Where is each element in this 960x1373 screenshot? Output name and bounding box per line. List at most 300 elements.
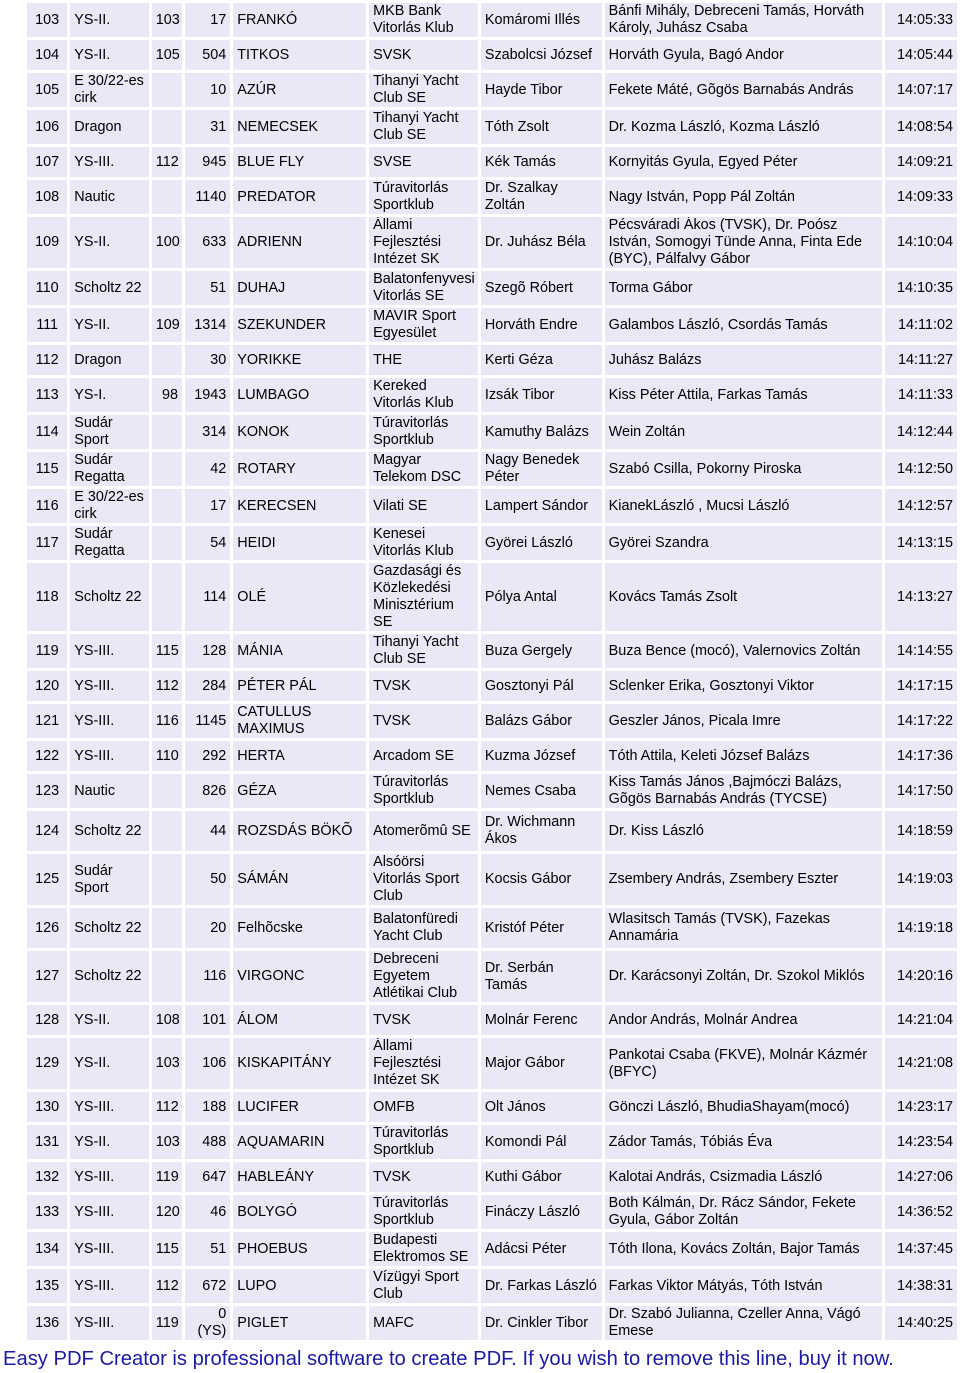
- club-cell: Alsóörsi Vitorlás Sport Club: [369, 854, 478, 905]
- crew-cell: Buza Bence (mocó), Valernovics Zoltán: [605, 634, 883, 668]
- finish-time-cell: 14:13:15: [885, 526, 957, 560]
- club-cell: TVSK: [369, 1005, 478, 1035]
- position-cell: 111: [27, 308, 67, 342]
- table-row: [27, 217, 957, 268]
- sail-number-cell: 504: [185, 40, 230, 70]
- yardstick-cell: [152, 526, 182, 560]
- finish-time-cell: 14:17:36: [885, 741, 957, 771]
- club-cell: Túravitorlás Sportklub: [369, 180, 478, 214]
- sail-number-cell: 826: [185, 774, 230, 808]
- yardstick-cell: 112: [152, 671, 182, 701]
- sail-number-cell: 314: [185, 415, 230, 449]
- skipper-cell: Olt János: [481, 1092, 602, 1122]
- club-cell: TVSK: [369, 1162, 478, 1192]
- boat-name-cell: HERTA: [233, 741, 366, 771]
- class-cell: YS-III.: [70, 634, 149, 668]
- finish-time-cell: 14:11:33: [885, 378, 957, 412]
- table-row: [27, 671, 957, 701]
- class-cell: Scholtz 22: [70, 908, 149, 948]
- skipper-cell: Buza Gergely: [481, 634, 602, 668]
- position-cell: 127: [27, 951, 67, 1002]
- table-row: [27, 1125, 957, 1159]
- crew-cell: Torma Gábor: [605, 271, 883, 305]
- position-cell: 134: [27, 1232, 67, 1266]
- table-row: [27, 271, 957, 305]
- finish-time-cell: 14:23:54: [885, 1125, 957, 1159]
- club-cell: TVSK: [369, 671, 478, 701]
- sail-number-cell: 10: [185, 73, 230, 107]
- finish-time-cell: 14:08:54: [885, 110, 957, 144]
- skipper-cell: Tóth Zsolt: [481, 110, 602, 144]
- boat-name-cell: ÁLOM: [233, 1005, 366, 1035]
- boat-name-cell: Felhõcske: [233, 908, 366, 948]
- sail-number-cell: 17: [185, 3, 230, 37]
- skipper-cell: Fináczy László: [481, 1195, 602, 1229]
- class-cell: Sudár Sport: [70, 854, 149, 905]
- sail-number-cell: 284: [185, 671, 230, 701]
- skipper-cell: Kristóf Péter: [481, 908, 602, 948]
- finish-time-cell: 14:11:27: [885, 345, 957, 375]
- class-cell: Scholtz 22: [70, 271, 149, 305]
- crew-cell: Tóth Ilona, Kovács Zoltán, Bajor Tamás: [605, 1232, 883, 1266]
- table-row: [27, 40, 957, 70]
- boat-name-cell: DUHAJ: [233, 271, 366, 305]
- finish-time-cell: 14:20:16: [885, 951, 957, 1002]
- crew-cell: Fekete Máté, Gõgös Barnabás András: [605, 73, 883, 107]
- class-cell: YS-III.: [70, 1195, 149, 1229]
- class-cell: YS-II.: [70, 1005, 149, 1035]
- crew-cell: Juhász Balázs: [605, 345, 883, 375]
- boat-name-cell: FRANKÓ: [233, 3, 366, 37]
- class-cell: E 30/22-es cirk: [70, 489, 149, 523]
- crew-cell: Kiss Tamás János ,Bajmóczi Balázs, Gõgös Barnabás András (TYCSE): [605, 774, 883, 808]
- yardstick-cell: [152, 908, 182, 948]
- class-cell: Nautic: [70, 774, 149, 808]
- crew-cell: Zádor Tamás, Tóbiás Éva: [605, 1125, 883, 1159]
- table-row: [27, 415, 957, 449]
- class-cell: YS-II.: [70, 3, 149, 37]
- table-row: [27, 147, 957, 177]
- skipper-cell: Szegõ Róbert: [481, 271, 602, 305]
- position-cell: 133: [27, 1195, 67, 1229]
- class-cell: YS-III.: [70, 147, 149, 177]
- yardstick-cell: [152, 854, 182, 905]
- yardstick-cell: 115: [152, 634, 182, 668]
- position-cell: 117: [27, 526, 67, 560]
- yardstick-cell: [152, 563, 182, 631]
- club-cell: OMFB: [369, 1092, 478, 1122]
- skipper-cell: Izsák Tibor: [481, 378, 602, 412]
- class-cell: Scholtz 22: [70, 563, 149, 631]
- position-cell: 123: [27, 774, 67, 808]
- class-cell: YS-III.: [70, 1092, 149, 1122]
- crew-cell: Kornyitás Gyula, Egyed Péter: [605, 147, 883, 177]
- finish-time-cell: 14:12:57: [885, 489, 957, 523]
- position-cell: 115: [27, 452, 67, 486]
- position-cell: 107: [27, 147, 67, 177]
- position-cell: 120: [27, 671, 67, 701]
- skipper-cell: Pólya Antal: [481, 563, 602, 631]
- crew-cell: Dr. Szabó Julianna, Czeller Anna, Vágó Emese: [605, 1306, 883, 1340]
- boat-name-cell: KONOK: [233, 415, 366, 449]
- sail-number-cell: 106: [185, 1038, 230, 1089]
- class-cell: YS-II.: [70, 1038, 149, 1089]
- club-cell: THE: [369, 345, 478, 375]
- table-row: [27, 1038, 957, 1089]
- crew-cell: Wein Zoltán: [605, 415, 883, 449]
- class-cell: YS-II.: [70, 40, 149, 70]
- sail-number-cell: 114: [185, 563, 230, 631]
- crew-cell: Sclenker Erika, Gosztonyi Viktor: [605, 671, 883, 701]
- crew-cell: Tóth Attila, Keleti József Balázs: [605, 741, 883, 771]
- skipper-cell: Dr. Farkas László: [481, 1269, 602, 1303]
- boat-name-cell: GÉZA: [233, 774, 366, 808]
- class-cell: YS-III.: [70, 1269, 149, 1303]
- yardstick-cell: [152, 489, 182, 523]
- skipper-cell: Adácsi Péter: [481, 1232, 602, 1266]
- table-row: [27, 741, 957, 771]
- sail-number-cell: 647: [185, 1162, 230, 1192]
- club-cell: TVSK: [369, 704, 478, 738]
- position-cell: 129: [27, 1038, 67, 1089]
- yardstick-cell: 115: [152, 1232, 182, 1266]
- position-cell: 126: [27, 908, 67, 948]
- club-cell: SVSE: [369, 147, 478, 177]
- boat-name-cell: MÁNIA: [233, 634, 366, 668]
- club-cell: Debreceni Egyetem Atlétikai Club: [369, 951, 478, 1002]
- club-cell: Túravitorlás Sportklub: [369, 1125, 478, 1159]
- club-cell: Balatonfüredi Yacht Club: [369, 908, 478, 948]
- club-cell: MKB Bank Vitorlás Klub: [369, 3, 478, 37]
- club-cell: Kereked Vitorlás Klub: [369, 378, 478, 412]
- yardstick-cell: 100: [152, 217, 182, 268]
- skipper-cell: Kamuthy Balázs: [481, 415, 602, 449]
- class-cell: YS-III.: [70, 741, 149, 771]
- yardstick-cell: 109: [152, 308, 182, 342]
- position-cell: 118: [27, 563, 67, 631]
- position-cell: 109: [27, 217, 67, 268]
- class-cell: YS-III.: [70, 671, 149, 701]
- yardstick-cell: [152, 452, 182, 486]
- club-cell: Állami Fejlesztési Intézet SK: [369, 1038, 478, 1089]
- finish-time-cell: 14:21:08: [885, 1038, 957, 1089]
- table-row: [27, 908, 957, 948]
- sail-number-cell: 20: [185, 908, 230, 948]
- club-cell: Budapesti Elektromos SE: [369, 1232, 478, 1266]
- boat-name-cell: SÁMÁN: [233, 854, 366, 905]
- table-row: [27, 1195, 957, 1229]
- boat-name-cell: LUMBAGO: [233, 378, 366, 412]
- position-cell: 116: [27, 489, 67, 523]
- table-row: [27, 526, 957, 560]
- yardstick-cell: 103: [152, 1125, 182, 1159]
- yardstick-cell: [152, 951, 182, 1002]
- position-cell: 114: [27, 415, 67, 449]
- boat-name-cell: ADRIENN: [233, 217, 366, 268]
- position-cell: 104: [27, 40, 67, 70]
- boat-name-cell: HEIDI: [233, 526, 366, 560]
- sail-number-cell: 188: [185, 1092, 230, 1122]
- class-cell: Scholtz 22: [70, 811, 149, 851]
- sail-number-cell: 1314: [185, 308, 230, 342]
- yardstick-cell: 98: [152, 378, 182, 412]
- table-row: [27, 1232, 957, 1266]
- class-cell: Dragon: [70, 345, 149, 375]
- finish-time-cell: 14:23:17: [885, 1092, 957, 1122]
- finish-time-cell: 14:37:45: [885, 1232, 957, 1266]
- skipper-cell: Kocsis Gábor: [481, 854, 602, 905]
- class-cell: Dragon: [70, 110, 149, 144]
- boat-name-cell: ROTARY: [233, 452, 366, 486]
- crew-cell: Galambos László, Csordás Tamás: [605, 308, 883, 342]
- finish-time-cell: 14:40:25: [885, 1306, 957, 1340]
- finish-time-cell: 14:18:59: [885, 811, 957, 851]
- sail-number-cell: 31: [185, 110, 230, 144]
- crew-cell: Geszler János, Picala Imre: [605, 704, 883, 738]
- yardstick-cell: 116: [152, 704, 182, 738]
- yardstick-cell: 103: [152, 3, 182, 37]
- crew-cell: Both Kálmán, Dr. Rácz Sándor, Fekete Gyula, Gábor Zoltán: [605, 1195, 883, 1229]
- position-cell: 119: [27, 634, 67, 668]
- finish-time-cell: 14:17:50: [885, 774, 957, 808]
- sail-number-cell: 116: [185, 951, 230, 1002]
- class-cell: Nautic: [70, 180, 149, 214]
- club-cell: Balatonfenyvesi Vitorlás SE: [369, 271, 478, 305]
- position-cell: 132: [27, 1162, 67, 1192]
- position-cell: 106: [27, 110, 67, 144]
- club-cell: Arcadom SE: [369, 741, 478, 771]
- skipper-cell: Dr. Cinkler Tibor: [481, 1306, 602, 1340]
- table-row: [27, 180, 957, 214]
- table-row: [27, 452, 957, 486]
- table-row: [27, 951, 957, 1002]
- skipper-cell: Szabolcsi József: [481, 40, 602, 70]
- boat-name-cell: KISKAPITÁNY: [233, 1038, 366, 1089]
- crew-cell: KianekLászló , Mucsi László: [605, 489, 883, 523]
- crew-cell: Nagy István, Popp Pál Zoltán: [605, 180, 883, 214]
- club-cell: Vízügyi Sport Club: [369, 1269, 478, 1303]
- finish-time-cell: 14:38:31: [885, 1269, 957, 1303]
- crew-cell: Pécsváradi Ákos (TVSK), Dr. Poósz István, Somogyi Tünde Anna, Finta Ede (BYC), Pálfalvy Gábor: [605, 217, 883, 268]
- skipper-cell: Molnár Ferenc: [481, 1005, 602, 1035]
- position-cell: 124: [27, 811, 67, 851]
- crew-cell: Dr. Kozma László, Kozma László: [605, 110, 883, 144]
- club-cell: SVSK: [369, 40, 478, 70]
- boat-name-cell: LUCIFER: [233, 1092, 366, 1122]
- skipper-cell: Komondi Pál: [481, 1125, 602, 1159]
- sail-number-cell: 0 (YS): [185, 1306, 230, 1340]
- class-cell: YS-II.: [70, 1125, 149, 1159]
- boat-name-cell: AZÚR: [233, 73, 366, 107]
- class-cell: YS-III.: [70, 1306, 149, 1340]
- table-row: [27, 1092, 957, 1122]
- yardstick-cell: 119: [152, 1162, 182, 1192]
- yardstick-cell: [152, 811, 182, 851]
- table-row: [27, 704, 957, 738]
- crew-cell: Dr. Karácsonyi Zoltán, Dr. Szokol Miklós: [605, 951, 883, 1002]
- skipper-cell: Balázs Gábor: [481, 704, 602, 738]
- boat-name-cell: PREDATOR: [233, 180, 366, 214]
- table-row: [27, 3, 957, 37]
- finish-time-cell: 14:19:18: [885, 908, 957, 948]
- class-cell: Sudár Sport: [70, 415, 149, 449]
- sail-number-cell: 54: [185, 526, 230, 560]
- sail-number-cell: 30: [185, 345, 230, 375]
- boat-name-cell: PIGLET: [233, 1306, 366, 1340]
- position-cell: 122: [27, 741, 67, 771]
- finish-time-cell: 14:13:27: [885, 563, 957, 631]
- yardstick-cell: 105: [152, 40, 182, 70]
- table-row: [27, 563, 957, 631]
- table-row: [27, 489, 957, 523]
- crew-cell: Gönczi László, BhudiaShayam(mocó): [605, 1092, 883, 1122]
- skipper-cell: Dr. Wichmann Ákos: [481, 811, 602, 851]
- skipper-cell: Györei László: [481, 526, 602, 560]
- skipper-cell: Kék Tamás: [481, 147, 602, 177]
- skipper-cell: Dr. Juhász Béla: [481, 217, 602, 268]
- club-cell: Atomerõmû SE: [369, 811, 478, 851]
- class-cell: Sudár Regatta: [70, 526, 149, 560]
- sail-number-cell: 128: [185, 634, 230, 668]
- table-row: [27, 73, 957, 107]
- sail-number-cell: 633: [185, 217, 230, 268]
- position-cell: 112: [27, 345, 67, 375]
- finish-time-cell: 14:07:17: [885, 73, 957, 107]
- boat-name-cell: VIRGONC: [233, 951, 366, 1002]
- position-cell: 136: [27, 1306, 67, 1340]
- class-cell: YS-III.: [70, 1162, 149, 1192]
- finish-time-cell: 14:12:50: [885, 452, 957, 486]
- finish-time-cell: 14:05:33: [885, 3, 957, 37]
- position-cell: 113: [27, 378, 67, 412]
- position-cell: 130: [27, 1092, 67, 1122]
- position-cell: 125: [27, 854, 67, 905]
- skipper-cell: Dr. Szalkay Zoltán: [481, 180, 602, 214]
- sail-number-cell: 672: [185, 1269, 230, 1303]
- club-cell: Túravitorlás Sportklub: [369, 1195, 478, 1229]
- table-row: [27, 345, 957, 375]
- sail-number-cell: 17: [185, 489, 230, 523]
- club-cell: Tihanyi Yacht Club SE: [369, 110, 478, 144]
- class-cell: YS-III.: [70, 704, 149, 738]
- sail-number-cell: 51: [185, 1232, 230, 1266]
- crew-cell: Kalotai András, Csizmadia László: [605, 1162, 883, 1192]
- skipper-cell: Gosztonyi Pál: [481, 671, 602, 701]
- yardstick-cell: [152, 73, 182, 107]
- table-row: [27, 811, 957, 851]
- yardstick-cell: 112: [152, 147, 182, 177]
- club-cell: Túravitorlás Sportklub: [369, 415, 478, 449]
- sail-number-cell: 101: [185, 1005, 230, 1035]
- boat-name-cell: CATULLUS MAXIMUS: [233, 704, 366, 738]
- crew-cell: Wlasitsch Tamás (TVSK), Fazekas Annamária: [605, 908, 883, 948]
- crew-cell: Pankotai Csaba (FKVE), Molnár Kázmér (BFYC): [605, 1038, 883, 1089]
- boat-name-cell: PÉTER PÁL: [233, 671, 366, 701]
- table-row: [27, 1269, 957, 1303]
- yardstick-cell: 103: [152, 1038, 182, 1089]
- yardstick-cell: [152, 774, 182, 808]
- yardstick-cell: 112: [152, 1269, 182, 1303]
- table-row: [27, 1005, 957, 1035]
- yardstick-cell: [152, 110, 182, 144]
- club-cell: MAFC: [369, 1306, 478, 1340]
- skipper-cell: Dr. Serbán Tamás: [481, 951, 602, 1002]
- results-table: [24, 0, 960, 1343]
- skipper-cell: Nemes Csaba: [481, 774, 602, 808]
- position-cell: 121: [27, 704, 67, 738]
- skipper-cell: Horváth Endre: [481, 308, 602, 342]
- skipper-cell: Nagy Benedek Péter: [481, 452, 602, 486]
- finish-time-cell: 14:12:44: [885, 415, 957, 449]
- finish-time-cell: 14:14:55: [885, 634, 957, 668]
- boat-name-cell: YORIKKE: [233, 345, 366, 375]
- skipper-cell: Kuzma József: [481, 741, 602, 771]
- class-cell: Scholtz 22: [70, 951, 149, 1002]
- crew-cell: Györei Szandra: [605, 526, 883, 560]
- boat-name-cell: HABLEÁNY: [233, 1162, 366, 1192]
- yardstick-cell: [152, 415, 182, 449]
- boat-name-cell: BOLYGÓ: [233, 1195, 366, 1229]
- skipper-cell: Lampert Sándor: [481, 489, 602, 523]
- club-cell: Magyar Telekom DSC: [369, 452, 478, 486]
- yardstick-cell: [152, 180, 182, 214]
- crew-cell: Kiss Péter Attila, Farkas Tamás: [605, 378, 883, 412]
- position-cell: 135: [27, 1269, 67, 1303]
- pdf-creator-footer[interactable]: Easy PDF Creator is professional software to create PDF. If you wish to remove this line, buy it now.: [3, 1348, 894, 1370]
- class-cell: YS-I.: [70, 378, 149, 412]
- crew-cell: Kovács Tamás Zsolt: [605, 563, 883, 631]
- sail-number-cell: 1140: [185, 180, 230, 214]
- class-cell: YS-III.: [70, 1232, 149, 1266]
- position-cell: 105: [27, 73, 67, 107]
- boat-name-cell: AQUAMARIN: [233, 1125, 366, 1159]
- yardstick-cell: 120: [152, 1195, 182, 1229]
- sail-number-cell: 42: [185, 452, 230, 486]
- club-cell: Tihanyi Yacht Club SE: [369, 73, 478, 107]
- crew-cell: Horváth Gyula, Bagó Andor: [605, 40, 883, 70]
- boat-name-cell: NEMECSEK: [233, 110, 366, 144]
- boat-name-cell: KERECSEN: [233, 489, 366, 523]
- class-cell: YS-II.: [70, 217, 149, 268]
- club-cell: Vilati SE: [369, 489, 478, 523]
- crew-cell: Farkas Viktor Mátyás, Tóth István: [605, 1269, 883, 1303]
- table-row: [27, 308, 957, 342]
- class-cell: Sudár Regatta: [70, 452, 149, 486]
- finish-time-cell: 14:36:52: [885, 1195, 957, 1229]
- position-cell: 110: [27, 271, 67, 305]
- club-cell: Túravitorlás Sportklub: [369, 774, 478, 808]
- finish-time-cell: 14:11:02: [885, 308, 957, 342]
- finish-time-cell: 14:09:33: [885, 180, 957, 214]
- boat-name-cell: ROZSDÁS BÖKÕ: [233, 811, 366, 851]
- sail-number-cell: 1145: [185, 704, 230, 738]
- skipper-cell: Kuthi Gábor: [481, 1162, 602, 1192]
- class-cell: YS-II.: [70, 308, 149, 342]
- crew-cell: Bánfi Mihály, Debreceni Tamás, Horváth Károly, Juhász Csaba: [605, 3, 883, 37]
- sail-number-cell: 44: [185, 811, 230, 851]
- boat-name-cell: BLUE FLY: [233, 147, 366, 177]
- finish-time-cell: 14:19:03: [885, 854, 957, 905]
- club-cell: MAVIR Sport Egyesület: [369, 308, 478, 342]
- sail-number-cell: 46: [185, 1195, 230, 1229]
- boat-name-cell: TITKOS: [233, 40, 366, 70]
- club-cell: Kenesei Vitorlás Klub: [369, 526, 478, 560]
- position-cell: 128: [27, 1005, 67, 1035]
- boat-name-cell: LUPO: [233, 1269, 366, 1303]
- results-body: [27, 3, 957, 1340]
- skipper-cell: Major Gábor: [481, 1038, 602, 1089]
- boat-name-cell: PHOEBUS: [233, 1232, 366, 1266]
